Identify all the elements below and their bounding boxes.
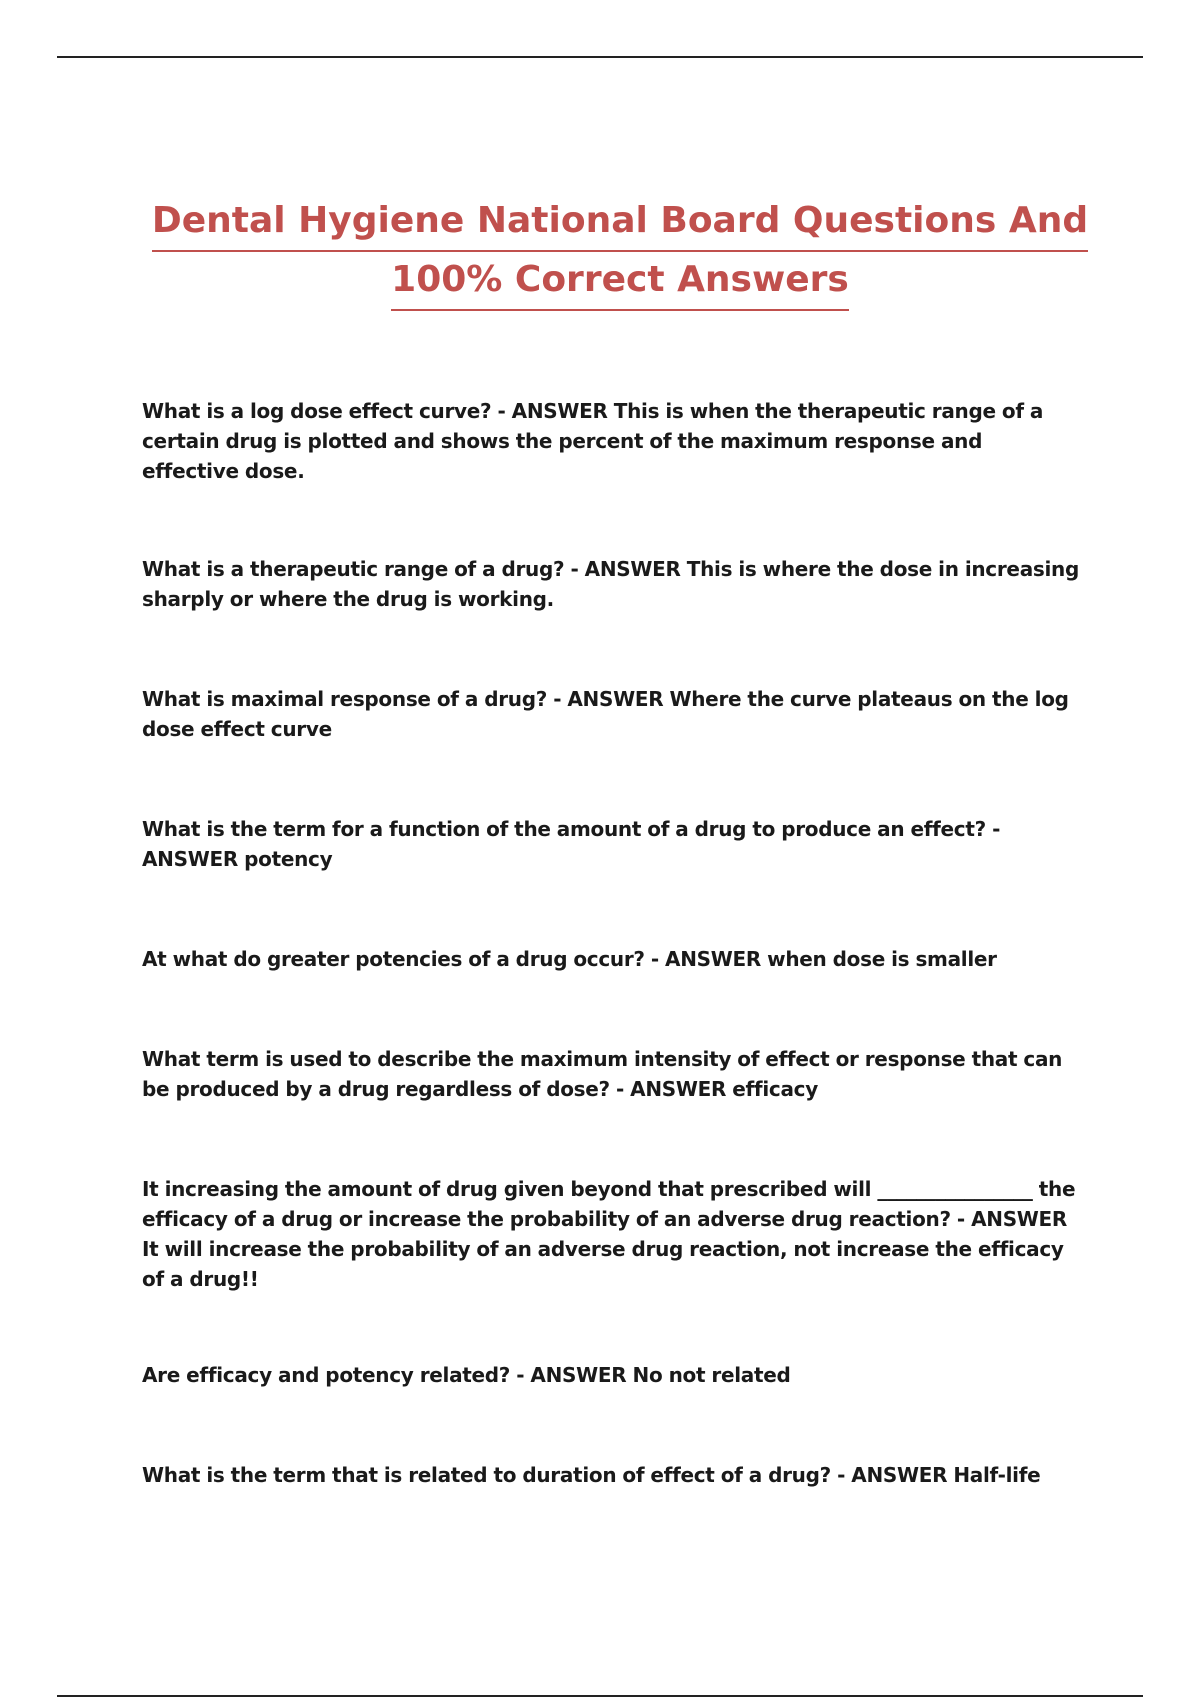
qa-item: What is a log dose effect curve? - ANSWER This is when the therapeutic range of a certain drug is plotted and shows the percent of the maximum response and effective dose. [142,399,1044,483]
qa-item: What is maximal response of a drug? - ANSWER Where the curve plateaus on the log dose effect curve [142,687,1069,741]
qa-item: At what do greater potencies of a drug occur? - ANSWER when dose is smaller [142,947,997,971]
qa-item: What is a therapeutic range of a drug? - ANSWER This is where the dose in increasing sharply or where the drug is working. [142,557,1080,611]
qa-item: What is the term for a function of the amount of a drug to produce an effect? - ANSWER potency [142,817,1001,871]
qa-item: What term is used to describe the maximum intensity of effect or response that can be produced by a drug regardless of dose? - ANSWER efficacy [142,1047,1063,1101]
title-line-1: Dental Hygiene National Board Questions And [152,192,1088,252]
qa-item: What is the term that is related to duration of effect of a drug? - ANSWER Half-life [142,1463,1041,1487]
bottom-rule [57,1695,1143,1697]
document-title [140,192,1100,310]
qa-item: It increasing the amount of drug given beyond that prescribed will ________________ the efficacy of a drug or increase the probability of an adverse drug reaction? - ANSWER It will increase the probability of an adverse drug reaction, not increase the efficacy of a drug!! [142,1177,1076,1291]
title-line-2: 100% Correct Answers [391,251,849,311]
qa-item: Are efficacy and potency related? - ANSWER No not related [142,1363,791,1387]
top-rule [57,56,1143,58]
